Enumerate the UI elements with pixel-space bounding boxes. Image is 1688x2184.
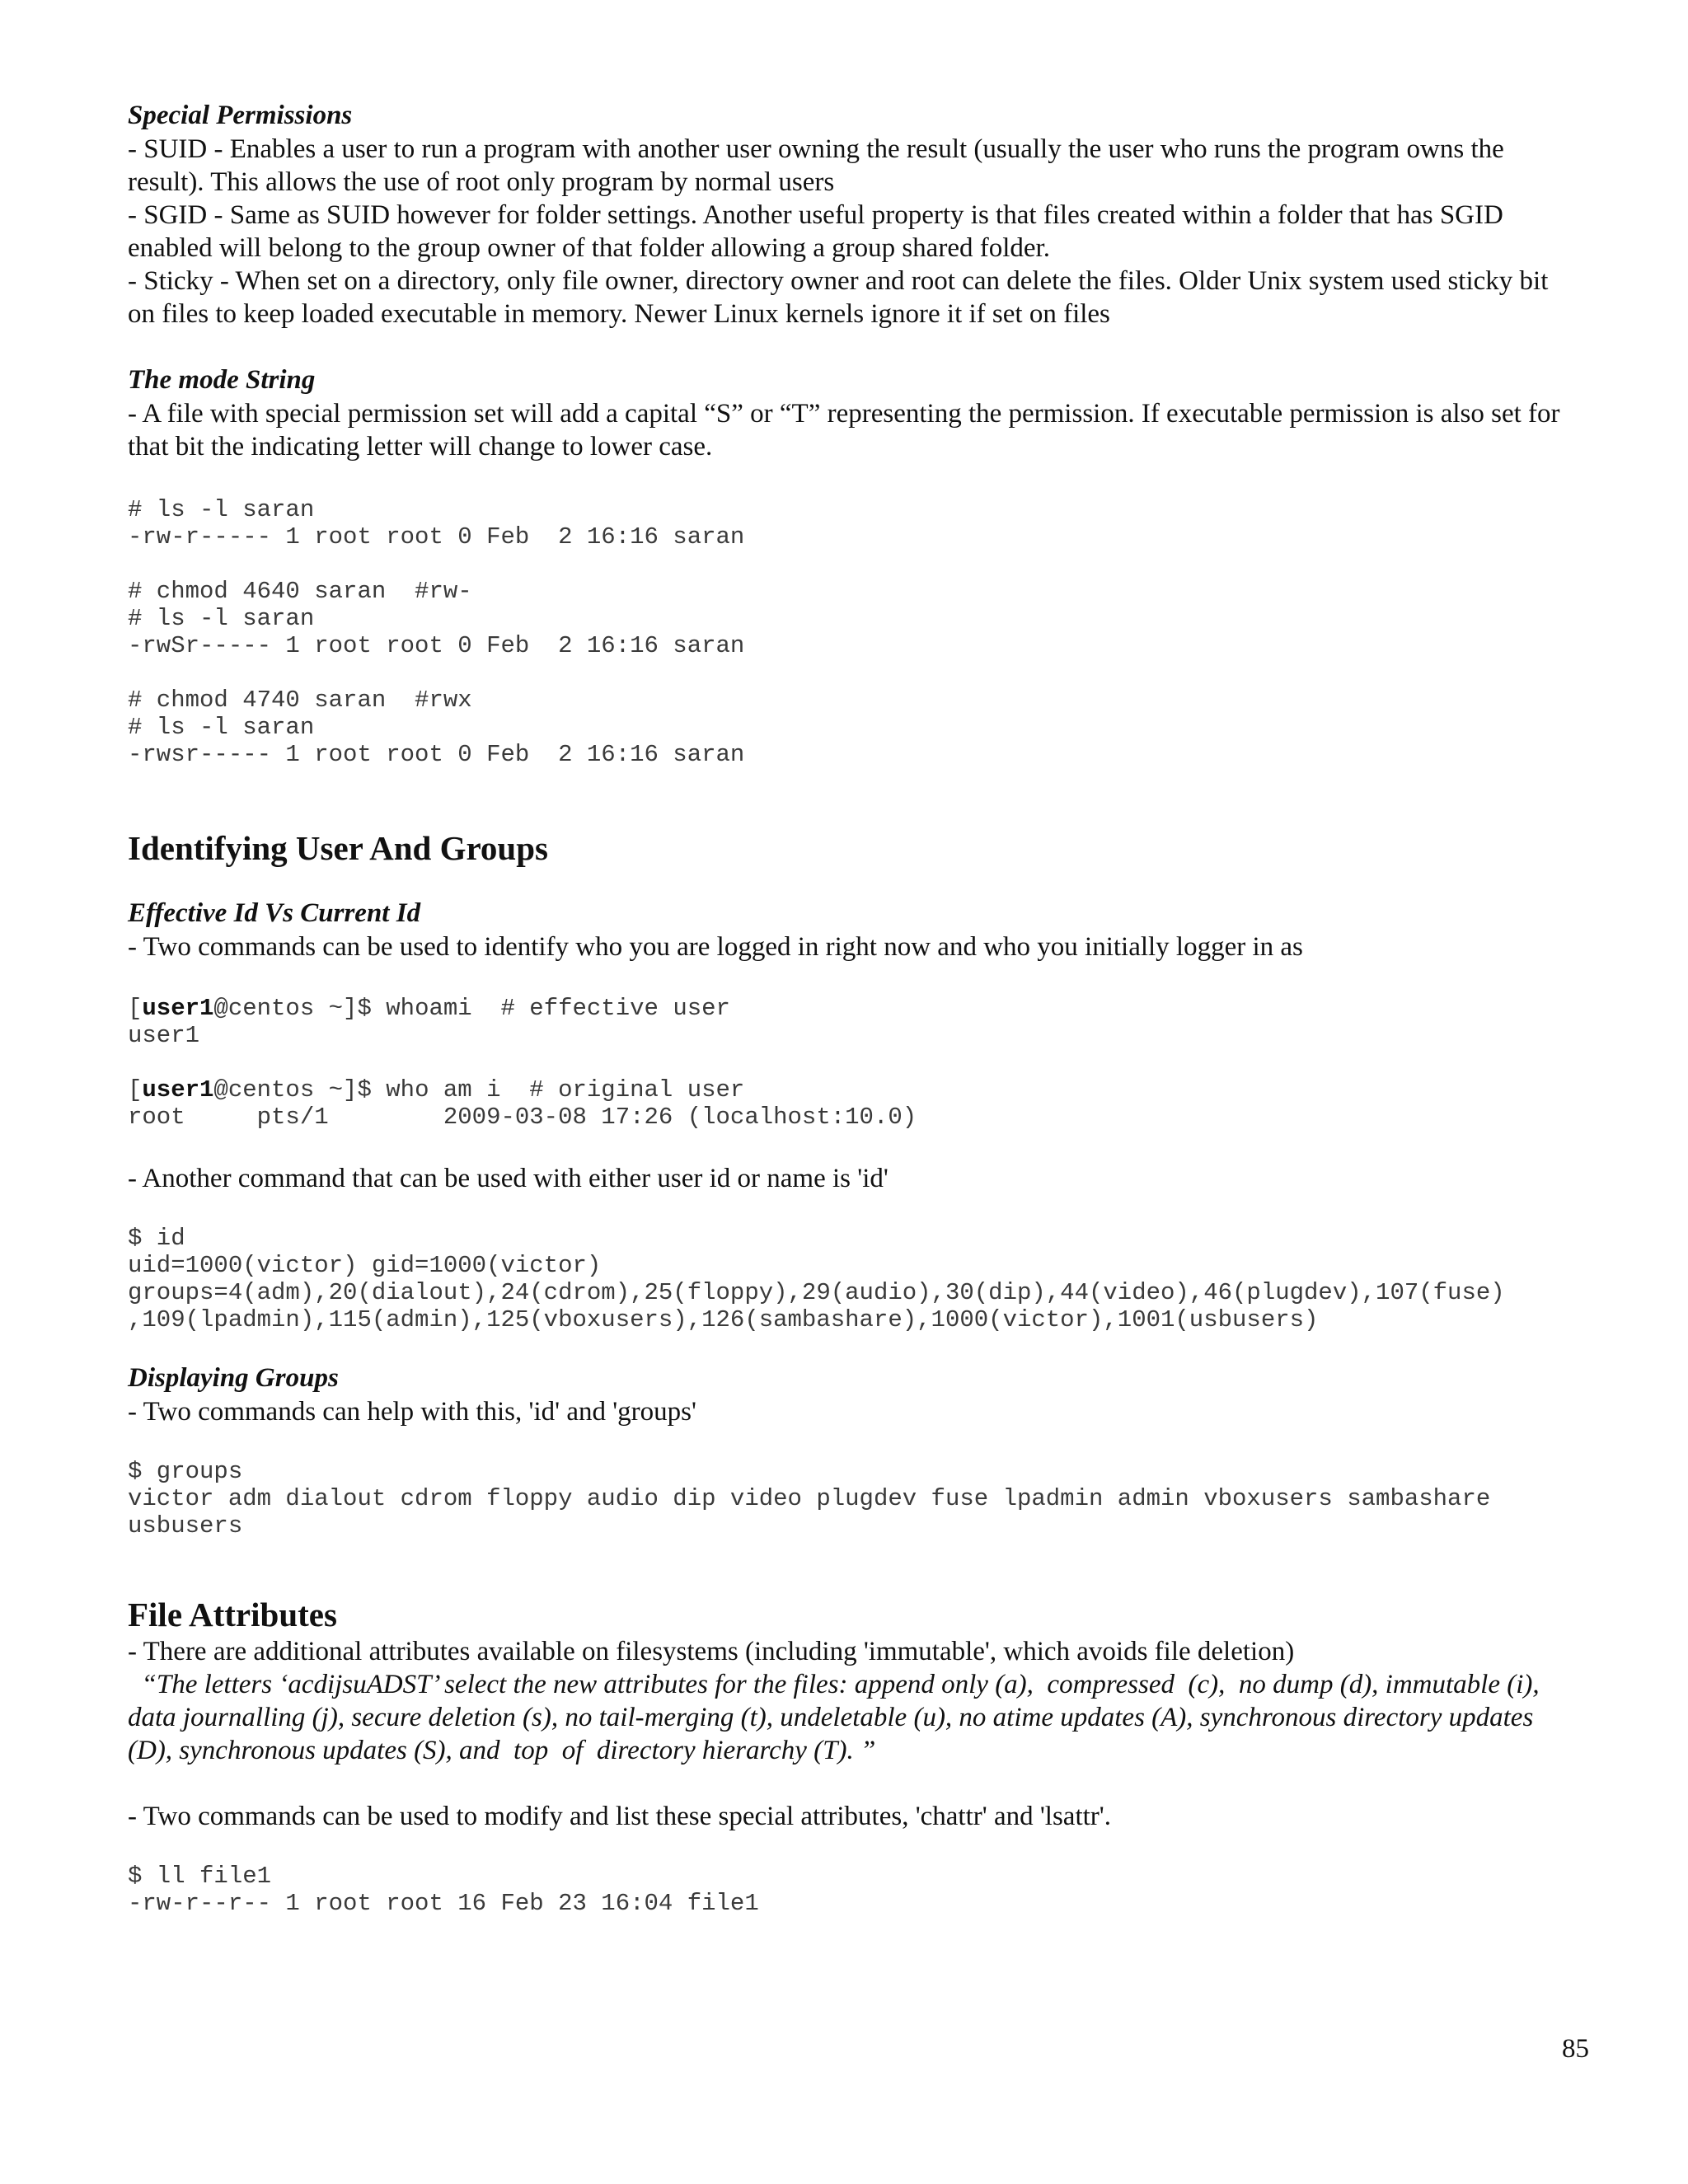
chattr-quote: “The letters ‘acdijsuADST’ select the new attributes for the files: append only (a), compressed (c), no dump (d), immutable (i), data journalling (j), secure deletion (s), no tail-merging (t), undeletable (u), no atime updates (A), synchronous directory updates (D), synchronous updates (S), and top of directory hierarchy (T). ” — [128, 1670, 1546, 1765]
code-line: # chmod 4640 saran #rw- — [128, 578, 472, 605]
page-number: 85 — [1562, 2034, 1589, 2064]
code-line: uid=1000(victor) gid=1000(victor) — [128, 1252, 602, 1279]
mode-code-block-1 — [128, 496, 1578, 551]
id-command-description: - Another command that can be used with either user id or name is 'id' — [128, 1164, 889, 1193]
code-line: # ls -l saran — [128, 496, 315, 523]
prompt-host: @centos ~]$ — [213, 1076, 387, 1104]
code-line: -rw-r----- 1 root root 0 Feb 2 16:16 saran — [128, 523, 745, 551]
ll-code-block — [128, 1863, 1578, 1917]
file-attributes-description: - There are additional attributes available on filesystems (including 'immutable', which avoids file deletion) — [128, 1637, 1295, 1666]
whoami-output: user1 — [128, 1022, 200, 1049]
effective-id-title: Effective Id Vs Current Id — [128, 898, 421, 928]
displaying-groups-title: Displaying Groups — [128, 1363, 339, 1393]
code-line: # ls -l saran — [128, 605, 315, 632]
code-line: ,109(lpadmin),115(admin),125(vboxusers),126(sambashare),1000(victor),1001(usbusers) — [128, 1306, 1319, 1333]
id-code-block — [128, 1225, 1578, 1333]
code-line: victor adm dialout cdrom floppy audio dip video plugdev fuse lpadmin admin vboxusers sambashare — [128, 1485, 1491, 1512]
prompt-bracket: [ — [128, 1076, 143, 1104]
special-permissions-title: Special Permissions — [128, 101, 353, 130]
whoami-command: whoami # effective user — [386, 995, 730, 1022]
mode-code-block-3 — [128, 687, 1578, 768]
code-line: groups=4(adm),20(dialout),24(cdrom),25(floppy),29(audio),30(dip),44(video),46(plugdev),107(fuse) — [128, 1279, 1505, 1306]
effective-id-description: - Two commands can be used to identify who you are logged in right now and who you initially logger in as — [128, 932, 1303, 962]
mode-string-title: The mode String — [128, 365, 316, 395]
code-line: $ ll file1 — [128, 1863, 272, 1890]
prompt-bracket: [ — [128, 995, 143, 1022]
code-line: # chmod 4740 saran #rwx — [128, 687, 472, 714]
code-line: -rw-r--r-- 1 root root 16 Feb 23 16:04 file1 — [128, 1890, 759, 1917]
prompt-host: @centos ~]$ — [213, 995, 387, 1022]
code-line: $ groups — [128, 1458, 243, 1485]
groups-code-block — [128, 1458, 1578, 1540]
page-content — [128, 99, 1578, 1917]
mode-code-block-2 — [128, 578, 1578, 659]
identifying-heading: Identifying User And Groups — [128, 829, 548, 867]
code-line: -rwsr----- 1 root root 0 Feb 2 16:16 saran — [128, 741, 745, 768]
suid-description: - SUID - Enables a user to run a program with another user owning the result (usually the user who runs the program owns the result). This allows the use of root only program by normal users — [128, 134, 1504, 197]
code-line: $ id — [128, 1225, 185, 1252]
whoami-i-command: who am i # original user — [386, 1076, 745, 1104]
sticky-description: - Sticky - When set on a directory, only file owner, directory owner and root can delete the files. Older Unix system used sticky bit on files to keep loaded executable in memory. Newer Linux kernels ignore it if set on files — [128, 266, 1549, 329]
code-line: # ls -l saran — [128, 714, 315, 741]
code-line: usbusers — [128, 1512, 243, 1540]
prompt-user: user1 — [142, 995, 214, 1022]
prompt-user: user1 — [142, 1076, 214, 1104]
whoami-i-output: root pts/1 2009-03-08 17:26 (localhost:10.0) — [128, 1104, 917, 1131]
whoami-command-line — [128, 995, 1578, 1022]
code-line: -rwSr----- 1 root root 0 Feb 2 16:16 saran — [128, 632, 745, 659]
displaying-groups-description: - Two commands can help with this, 'id' and 'groups' — [128, 1397, 696, 1427]
sgid-description: - SGID - Same as SUID however for folder settings. Another useful property is that files created within a folder that has SGID enabled will belong to the group owner of that folder allowing a group shared folder. — [128, 200, 1503, 263]
mode-string-description: - A file with special permission set will add a capital “S” or “T” representing the permission. If executable permission is also set for that bit the indicating letter will change to lower case. — [128, 399, 1560, 462]
chattr-lsattr-description: - Two commands can be used to modify and list these special attributes, 'chattr' and 'lsattr'. — [128, 1802, 1111, 1831]
whoami-i-command-line — [128, 1076, 1578, 1104]
file-attributes-heading: File Attributes — [128, 1596, 337, 1633]
